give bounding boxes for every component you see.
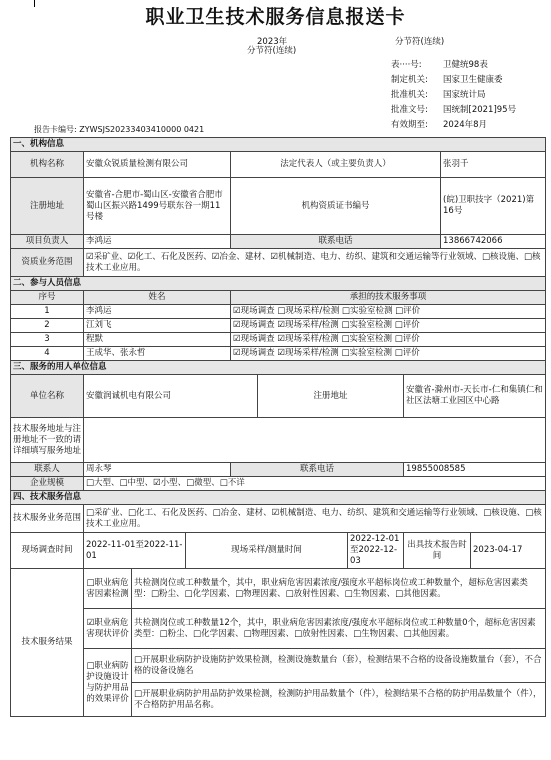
unit-address: 安徽省-滁州市-天长市-仁和集镇仁和社区法塘工业园区中心路 bbox=[404, 375, 546, 418]
field-label: 出具技术报告时间 bbox=[404, 533, 471, 569]
meta-key: 批准机关: bbox=[391, 90, 428, 100]
sampling-time: 2022-12-01至2022-12-03 bbox=[348, 533, 404, 569]
section-heading: 一、机构信息 bbox=[11, 138, 546, 152]
row-items: ☑现场调查 ☑现场采样/检测 □实验室检测 □评价 bbox=[231, 347, 546, 361]
field-label: 注册地址 bbox=[258, 375, 404, 418]
field-label: 现场采样/测量时间 bbox=[186, 533, 348, 569]
meta-row bbox=[391, 118, 487, 130]
table-row bbox=[11, 333, 546, 347]
row-items: ☑现场调查 ☑现场采样/检测 □实验室检测 □评价 bbox=[231, 333, 546, 347]
field-label: 资质业务范围 bbox=[11, 249, 84, 277]
row-name: 李鸿运 bbox=[84, 305, 231, 319]
service-scope: □采矿业、□化工、石化及医药、□冶金、建材、☑机械制造、电力、纺织、建筑和交通运输等行业领域、□核设施、□核技术工业应用。 bbox=[84, 505, 546, 533]
meta-key: 表····号: bbox=[391, 60, 422, 70]
field-label: 联系人 bbox=[11, 463, 84, 477]
meta-key: 批准文号: bbox=[391, 105, 428, 115]
unit-name: 安徽润诚机电有限公司 bbox=[84, 375, 258, 418]
field-label: 联系电话 bbox=[231, 235, 441, 249]
project-manager: 李鸿运 bbox=[84, 235, 231, 249]
org-name: 安徽众锐质量检测有限公司 bbox=[84, 152, 231, 178]
result-detail: □开展职业病防护用品防护效果检测，检测防护用品数量个（件），检测结果不合格的防护用品数量个（件），不合格防护用品名称。 bbox=[132, 683, 546, 717]
report-number: 报告卡编号: ZYWSJS20233403410000 0421 bbox=[34, 125, 205, 134]
year-label: 2023年 bbox=[257, 37, 288, 47]
result-type: □职业病防护设施设计与防护用品的效果评价 bbox=[84, 649, 132, 717]
table-row bbox=[11, 305, 546, 319]
contact-person: 周永琴 bbox=[84, 463, 231, 477]
column-header: 姓名 bbox=[84, 291, 231, 305]
cert-number: (皖)卫职技字（2021)第16号 bbox=[441, 178, 546, 235]
meta-row bbox=[391, 58, 488, 70]
field-label: 机构名称 bbox=[11, 152, 84, 178]
section-heading: 二、参与人员信息 bbox=[11, 277, 546, 291]
meta-row bbox=[391, 103, 516, 115]
field-label: 联系电话 bbox=[231, 463, 404, 477]
row-no: 2 bbox=[11, 319, 84, 333]
row-name: 程默 bbox=[84, 333, 231, 347]
result-type: ☑职业病危害现状评价 bbox=[84, 609, 132, 649]
row-items: ☑现场调查 □现场采样/检测 □实验室检测 □评价 bbox=[231, 305, 546, 319]
column-header: 承担的技术服务事项 bbox=[231, 291, 546, 305]
meta-value: 2024年8月 bbox=[443, 120, 488, 130]
section-heading: 三、服务的用人单位信息 bbox=[11, 361, 546, 375]
meta-row bbox=[391, 88, 486, 100]
field-label: 项目负责人 bbox=[11, 235, 84, 249]
qualification-scope: ☑采矿业、☑化工、石化及医药、☑冶金、建材、☑机械制造、电力、纺织、建筑和交通运输等行业领域、□核设施、□核技术工业应用。 bbox=[84, 249, 546, 277]
meta-value: 国家卫生健康委 bbox=[443, 75, 503, 85]
row-name: 江刘飞 bbox=[84, 319, 231, 333]
field-label: 企业规模 bbox=[11, 477, 84, 491]
field-label: 技术服务地址与注册地址不一致的请详细填写服务地址 bbox=[11, 418, 84, 463]
info-form bbox=[10, 137, 546, 717]
contact-phone: 19855008585 bbox=[404, 463, 546, 477]
meta-value: 国统制[2021]95号 bbox=[443, 105, 517, 115]
org-address: 安徽省-合肥市-蜀山区-安徽省合肥市蜀山区振兴路1499号联东谷一期11号楼 bbox=[84, 178, 231, 235]
field-label: 单位名称 bbox=[11, 375, 84, 418]
result-detail: 共检测岗位或工种数量个，其中，职业病危害因素浓度/强度水平超标岗位或工种数量个，超标危害因素类型：□粉尘、□化学因素、□物理因素、□放射性因素、□生物因素、□其他因素。 bbox=[132, 569, 546, 609]
row-no: 3 bbox=[11, 333, 84, 347]
company-size: □大型、□中型、☑小型、□微型、□不详 bbox=[84, 477, 546, 491]
field-label: 机构资质证书编号 bbox=[231, 178, 441, 235]
field-label: 技术服务业务范围 bbox=[11, 505, 84, 533]
row-no: 4 bbox=[11, 347, 84, 361]
meta-value: 卫健统98表 bbox=[443, 60, 488, 70]
report-time: 2023-04-17 bbox=[471, 533, 546, 569]
section-break-center: 分节符(连续) bbox=[247, 46, 297, 56]
meta-key: 制定机关: bbox=[391, 75, 428, 85]
field-label: 注册地址 bbox=[11, 178, 84, 235]
result-detail: 共检测岗位或工种数量12个，其中，职业病危害因素浓度/强度水平超标岗位或工种数量0个，超标危害因素类型：□粉尘、□化学因素、□物理因素、□放射性因素、□生物因素、□其他因素。 bbox=[132, 609, 546, 649]
row-no: 1 bbox=[11, 305, 84, 319]
result-type: □职业病危害因素检测 bbox=[84, 569, 132, 609]
legal-representative: 张羽千 bbox=[441, 152, 546, 178]
result-detail: □开展职业病防护设施防护效果检测，检测设施数量台（套），检测结果不合格的设备设施数量台（套），不合格的设备设施名 bbox=[132, 649, 546, 683]
phone: 13866742066 bbox=[441, 235, 546, 249]
service-address bbox=[84, 418, 546, 463]
section-break-right: 分节符(连续) bbox=[395, 37, 445, 47]
section-heading: 四、技术服务信息 bbox=[11, 491, 546, 505]
meta-key: 有效期至: bbox=[391, 120, 428, 130]
column-header: 序号 bbox=[11, 291, 84, 305]
field-label: 技术服务结果 bbox=[11, 569, 84, 717]
table-row bbox=[11, 347, 546, 361]
table-row bbox=[11, 319, 546, 333]
survey-time: 2022-11-01至2022-11-01 bbox=[84, 533, 186, 569]
row-name: 王成华、张永哲 bbox=[84, 347, 231, 361]
meta-value: 国家统计局 bbox=[443, 90, 486, 100]
page-title: 职业卫生技术服务信息报送卡 bbox=[145, 6, 406, 28]
field-label: 现场调查时间 bbox=[11, 533, 84, 569]
field-label: 法定代表人（或主要负责人） bbox=[231, 152, 441, 178]
meta-row bbox=[391, 73, 503, 85]
row-items: ☑现场调查 ☑现场采样/检测 □实验室检测 □评价 bbox=[231, 319, 546, 333]
